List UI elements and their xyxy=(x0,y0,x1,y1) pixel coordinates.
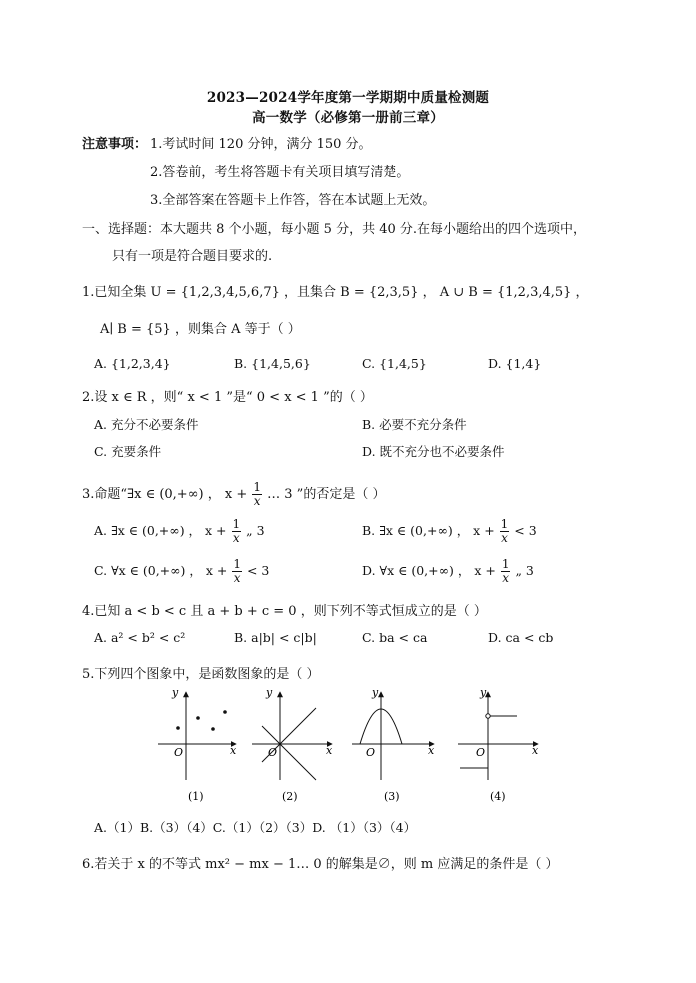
graph-2 xyxy=(252,686,333,803)
q4-stem: 4.已知 a < b < c 且 a + b + c = 0 ，则下列不等式恒成立的是（ ） xyxy=(82,604,487,619)
q3-stem xyxy=(82,481,385,508)
note-item-1: 1.考试时间 120 分钟，满分 150 分。 xyxy=(150,137,372,152)
q1-stem: 1.已知全集 U = {1,2,3,4,5,6,7} ，且集合 B = {2,3,5} ， A ∪ B = {1,2,3,4,5} ， xyxy=(82,285,589,300)
q3-option-a xyxy=(94,518,265,545)
fraction-denominator: x xyxy=(233,571,241,585)
q3-stem-pre: 3.命题“∃x ∈ (0,+∞) ， x + xyxy=(82,487,248,502)
graph-3-caption: (3) xyxy=(384,790,400,803)
graph-3-x-label: x xyxy=(428,744,435,757)
exam-title: 2023—2024学年度第一学期期中质量检测题 xyxy=(206,90,490,106)
option-post: „ 3 xyxy=(515,563,534,578)
graph-3 xyxy=(352,686,435,803)
graph-2-caption: (2) xyxy=(282,790,298,803)
fraction-denominator: x xyxy=(501,531,508,545)
q5-options: A.（1）B.（3）（4）C.（1）（2）（3）D. （1）（3）（4） xyxy=(94,820,417,835)
option-fraction xyxy=(232,518,242,545)
section-heading-line2: 只有一项是符合题目要求的. xyxy=(112,249,273,264)
graph-1-point xyxy=(211,727,215,731)
option-fraction xyxy=(500,518,510,545)
q6-stem: 6.若关于 x 的不等式 mx² − mx − 1… 0 的解集是∅，则 m 应满足的条件是（ ） xyxy=(82,857,559,872)
option-pre: D. ∀x ∈ (0,+∞) ， x + xyxy=(362,563,496,578)
q2-option-b: B. 必要不充分条件 xyxy=(362,417,467,432)
note-item-3: 3.全部答案在答题卡上作答，答在本试题上无效。 xyxy=(150,193,436,208)
q2-option-a: A. 充分不必要条件 xyxy=(94,417,199,432)
graph-3-y-label: y xyxy=(372,686,379,699)
fraction-numerator: 1 xyxy=(233,557,241,571)
graph-2-origin: O xyxy=(268,746,278,759)
q1-option-b: B. {1,4,5,6} xyxy=(234,356,311,371)
graph-1-caption: (1) xyxy=(188,790,204,803)
notes-label: 注意事项： xyxy=(82,137,148,152)
option-post: „ 3 xyxy=(246,523,265,538)
graph-4-open-point xyxy=(486,714,490,718)
graph-1-origin: O xyxy=(174,746,184,759)
graph-4-caption: (4) xyxy=(490,790,506,803)
q1-option-d: D. {1,4} xyxy=(488,356,542,371)
graph-4-origin: O xyxy=(476,746,486,759)
option-pre: A. ∃x ∈ (0,+∞) ， x + xyxy=(94,523,227,538)
fraction-denominator: x xyxy=(253,494,261,508)
q4-option-a: A. a² < b² < c² xyxy=(94,630,186,645)
q2-option-c: C. 充要条件 xyxy=(94,444,162,459)
q3-stem-fraction xyxy=(252,481,262,508)
graph-1-point xyxy=(176,726,180,730)
q5-stem: 5.下列四个图象中，是函数图象的是（ ） xyxy=(82,667,320,682)
q2-option-d: D. 既不充分也不必要条件 xyxy=(362,444,505,459)
option-pre: B. ∃x ∈ (0,+∞) ， x + xyxy=(362,523,495,538)
note-item-2: 2.答卷前，考生将答题卡有关项目填写清楚。 xyxy=(150,165,410,180)
graph-1-point xyxy=(196,716,200,720)
exam-subtitle: 高一数学（必修第一册前三章） xyxy=(252,110,444,126)
graph-1 xyxy=(158,686,237,803)
q5-graphs xyxy=(140,682,550,807)
q4-option-d: D. ca < cb xyxy=(488,630,554,645)
fraction-denominator: x xyxy=(502,571,510,585)
graph-4-y-label: y xyxy=(480,686,487,699)
option-post: < 3 xyxy=(246,563,270,578)
option-post: < 3 xyxy=(514,523,537,538)
fraction-denominator: x xyxy=(232,531,240,545)
q1-stem-line2: A∣ B = {5} ，则集合 A 等于（ ） xyxy=(100,322,301,337)
graph-2-line xyxy=(262,708,316,762)
graph-4 xyxy=(458,686,539,803)
option-pre: C. ∀x ∈ (0,+∞) ， x + xyxy=(94,563,228,578)
q2-stem: 2.设 x ∈ R ，则“ x < 1 ”是“ 0 < x < 1 ”的（ ） xyxy=(82,390,373,405)
graph-1-x-label: x xyxy=(230,744,237,757)
q3-option-b xyxy=(362,518,537,545)
q4-option-c: C. ba < ca xyxy=(362,630,428,645)
q4-option-b: B. a|b| < c|b| xyxy=(234,630,317,645)
fraction-numerator: 1 xyxy=(501,557,510,571)
option-fraction xyxy=(232,558,242,585)
graph-2-y-label: y xyxy=(266,686,273,699)
graph-1-y-label: y xyxy=(172,686,179,699)
graph-2-x-label: x xyxy=(326,744,333,757)
graph-4-x-label: x xyxy=(532,744,539,757)
q1-option-c: C. {1,4,5} xyxy=(362,356,427,371)
q3-option-c xyxy=(94,558,269,585)
fraction-numerator: 1 xyxy=(232,517,241,531)
q1-option-a: A. {1,2,3,4} xyxy=(94,356,171,371)
graph-1-point xyxy=(223,710,227,714)
q3-stem-post: … 3 ”的否定是（ ） xyxy=(267,487,386,502)
fraction-numerator: 1 xyxy=(253,480,261,494)
option-fraction xyxy=(501,558,511,585)
q3-option-d xyxy=(362,558,534,585)
fraction-numerator: 1 xyxy=(500,517,509,531)
graph-3-origin: O xyxy=(366,746,376,759)
section-heading: 一、选择题：本大题共 8 个小题，每小题 5 分，共 40 分.在每小题给出的四个选项中， xyxy=(82,222,587,237)
